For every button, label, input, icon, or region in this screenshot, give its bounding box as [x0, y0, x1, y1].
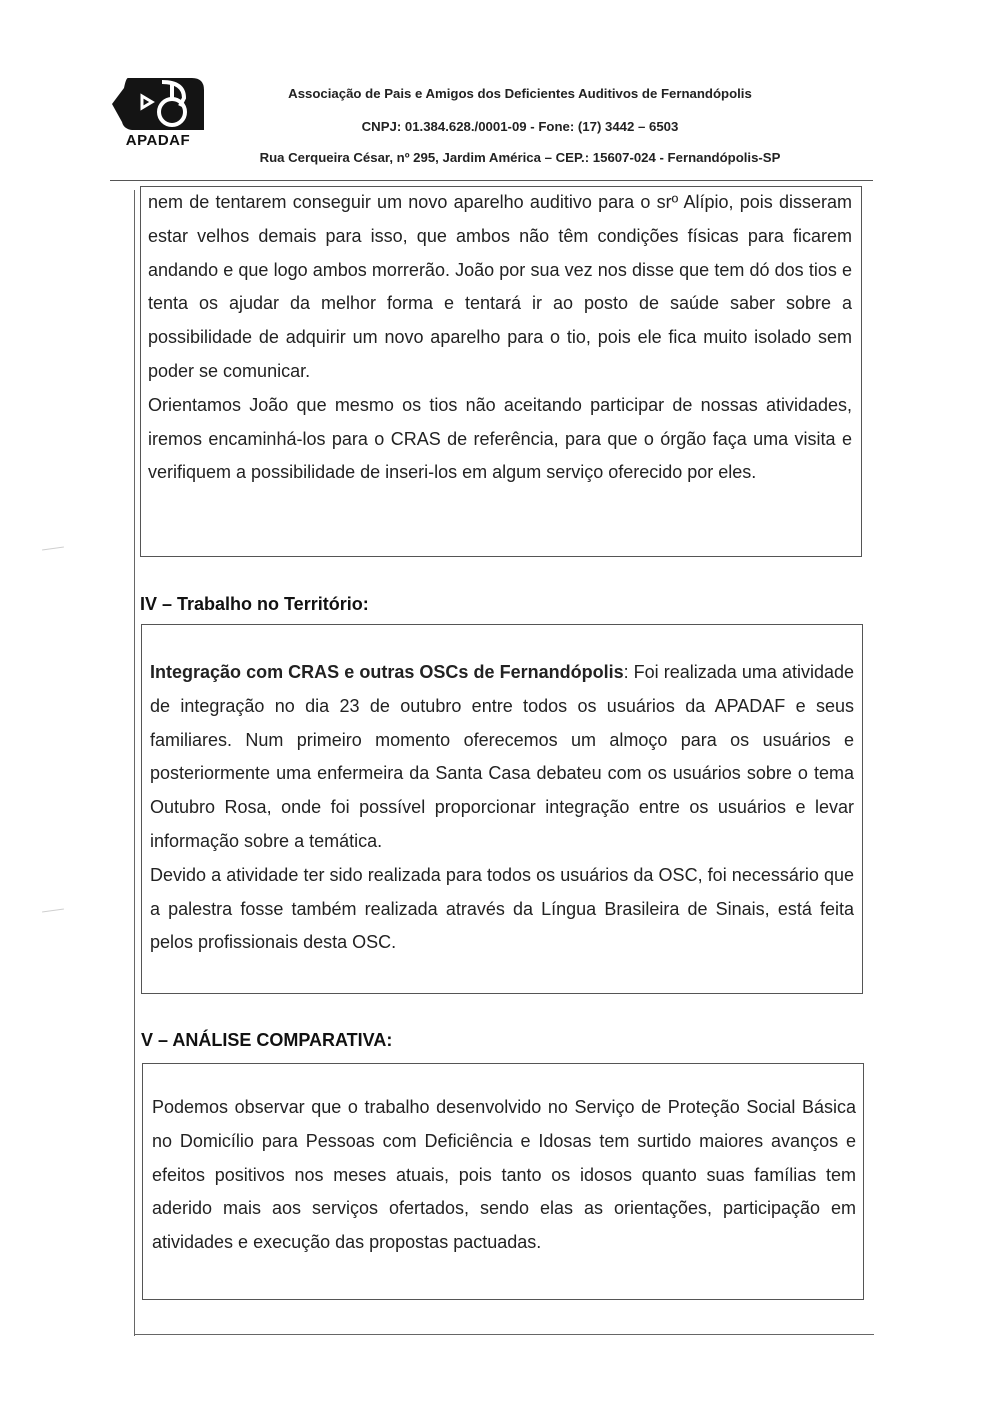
territorio-lead-body: : Foi realizada uma atividade de integração no dia 23 de outubro entre todos os usuários da APADAF e seus familiares. Num primeiro momento oferecemos um almoço para os usuários e posteriormente uma enfermeira da Santa Casa debateu com os usuários sobre o tema Outubro Rosa, onde foi possível proporcionar integração entre os usuários e levar informação sobre a temática. [150, 662, 854, 851]
header-divider [110, 180, 873, 181]
continued-text [148, 186, 852, 490]
apadaf-logo [108, 74, 208, 158]
frame-left-border [134, 190, 135, 1336]
frame-bottom-border [134, 1334, 874, 1335]
org-name: Associação de Pais e Amigos dos Deficientes Auditivos de Fernandópolis [288, 86, 752, 101]
org-contact: CNPJ: 01.384.628./0001-09 - Fone: (17) 3442 – 6503 [361, 119, 679, 134]
continued-paragraph-2: Orientamos João que mesmo os tios não aceitando participar de nossas atividades, iremos encaminhá-los para o CRAS de referência, para que o órgão faça uma visita e verifiquem a possibilidade de inseri-los em algum serviço oferecido por eles. [148, 394, 852, 483]
territorio-text [150, 656, 854, 960]
scan-artifact-mark [42, 908, 64, 912]
continued-paragraph-1: nem de tentarem conseguir um novo aparelho auditivo para o srº Alípio, pois disseram estar velhos demais para isso, que ambos não têm condições físicas para ficarem andando e que logo ambos morrerão. João por sua vez nos disse que tem dó dos tios e tenta os ajudar da melhor forma e tentará ir ao posto de saúde saber sobre a possibilidade de adquirir um novo aparelho para o tio, pois ele fica muito isolado sem poder se comunicar. [148, 192, 852, 381]
analise-text [152, 1091, 856, 1260]
scan-artifact-mark [42, 546, 64, 550]
analise-paragraph: Podemos observar que o trabalho desenvolvido no Serviço de Proteção Social Básica no Domicílio para Pessoas com Deficiência e Idosas tem surtido maiores avanços e efeitos positivos nos meses atuais, pois tanto os idosos quanto suas famílias tem aderido mais aos serviços ofertados, sendo elas as orientações, participação em atividades e execução das propostas pactuadas. [152, 1097, 856, 1253]
logo-wordmark: APADAF [125, 132, 191, 149]
section-title-analise: V – ANÁLISE COMPARATIVA: [141, 1030, 393, 1050]
org-address: Rua Cerqueira César, nº 295, Jardim América – CEP.: 15607-024 - Fernandópolis-SP [259, 150, 781, 165]
territorio-lead-heading: Integração com CRAS e outras OSCs de Fernandópolis [150, 662, 624, 682]
section-title-territorio: IV – Trabalho no Território: [140, 594, 369, 614]
territorio-paragraph-1 [150, 656, 854, 859]
territorio-paragraph-2: Devido a atividade ter sido realizada para todos os usuários da OSC, foi necessário que a palestra fosse também realizada através da Língua Brasileira de Sinais, está feita pelos profissionais desta OSC. [150, 864, 854, 953]
ear-hearing-logo-icon [112, 74, 204, 136]
